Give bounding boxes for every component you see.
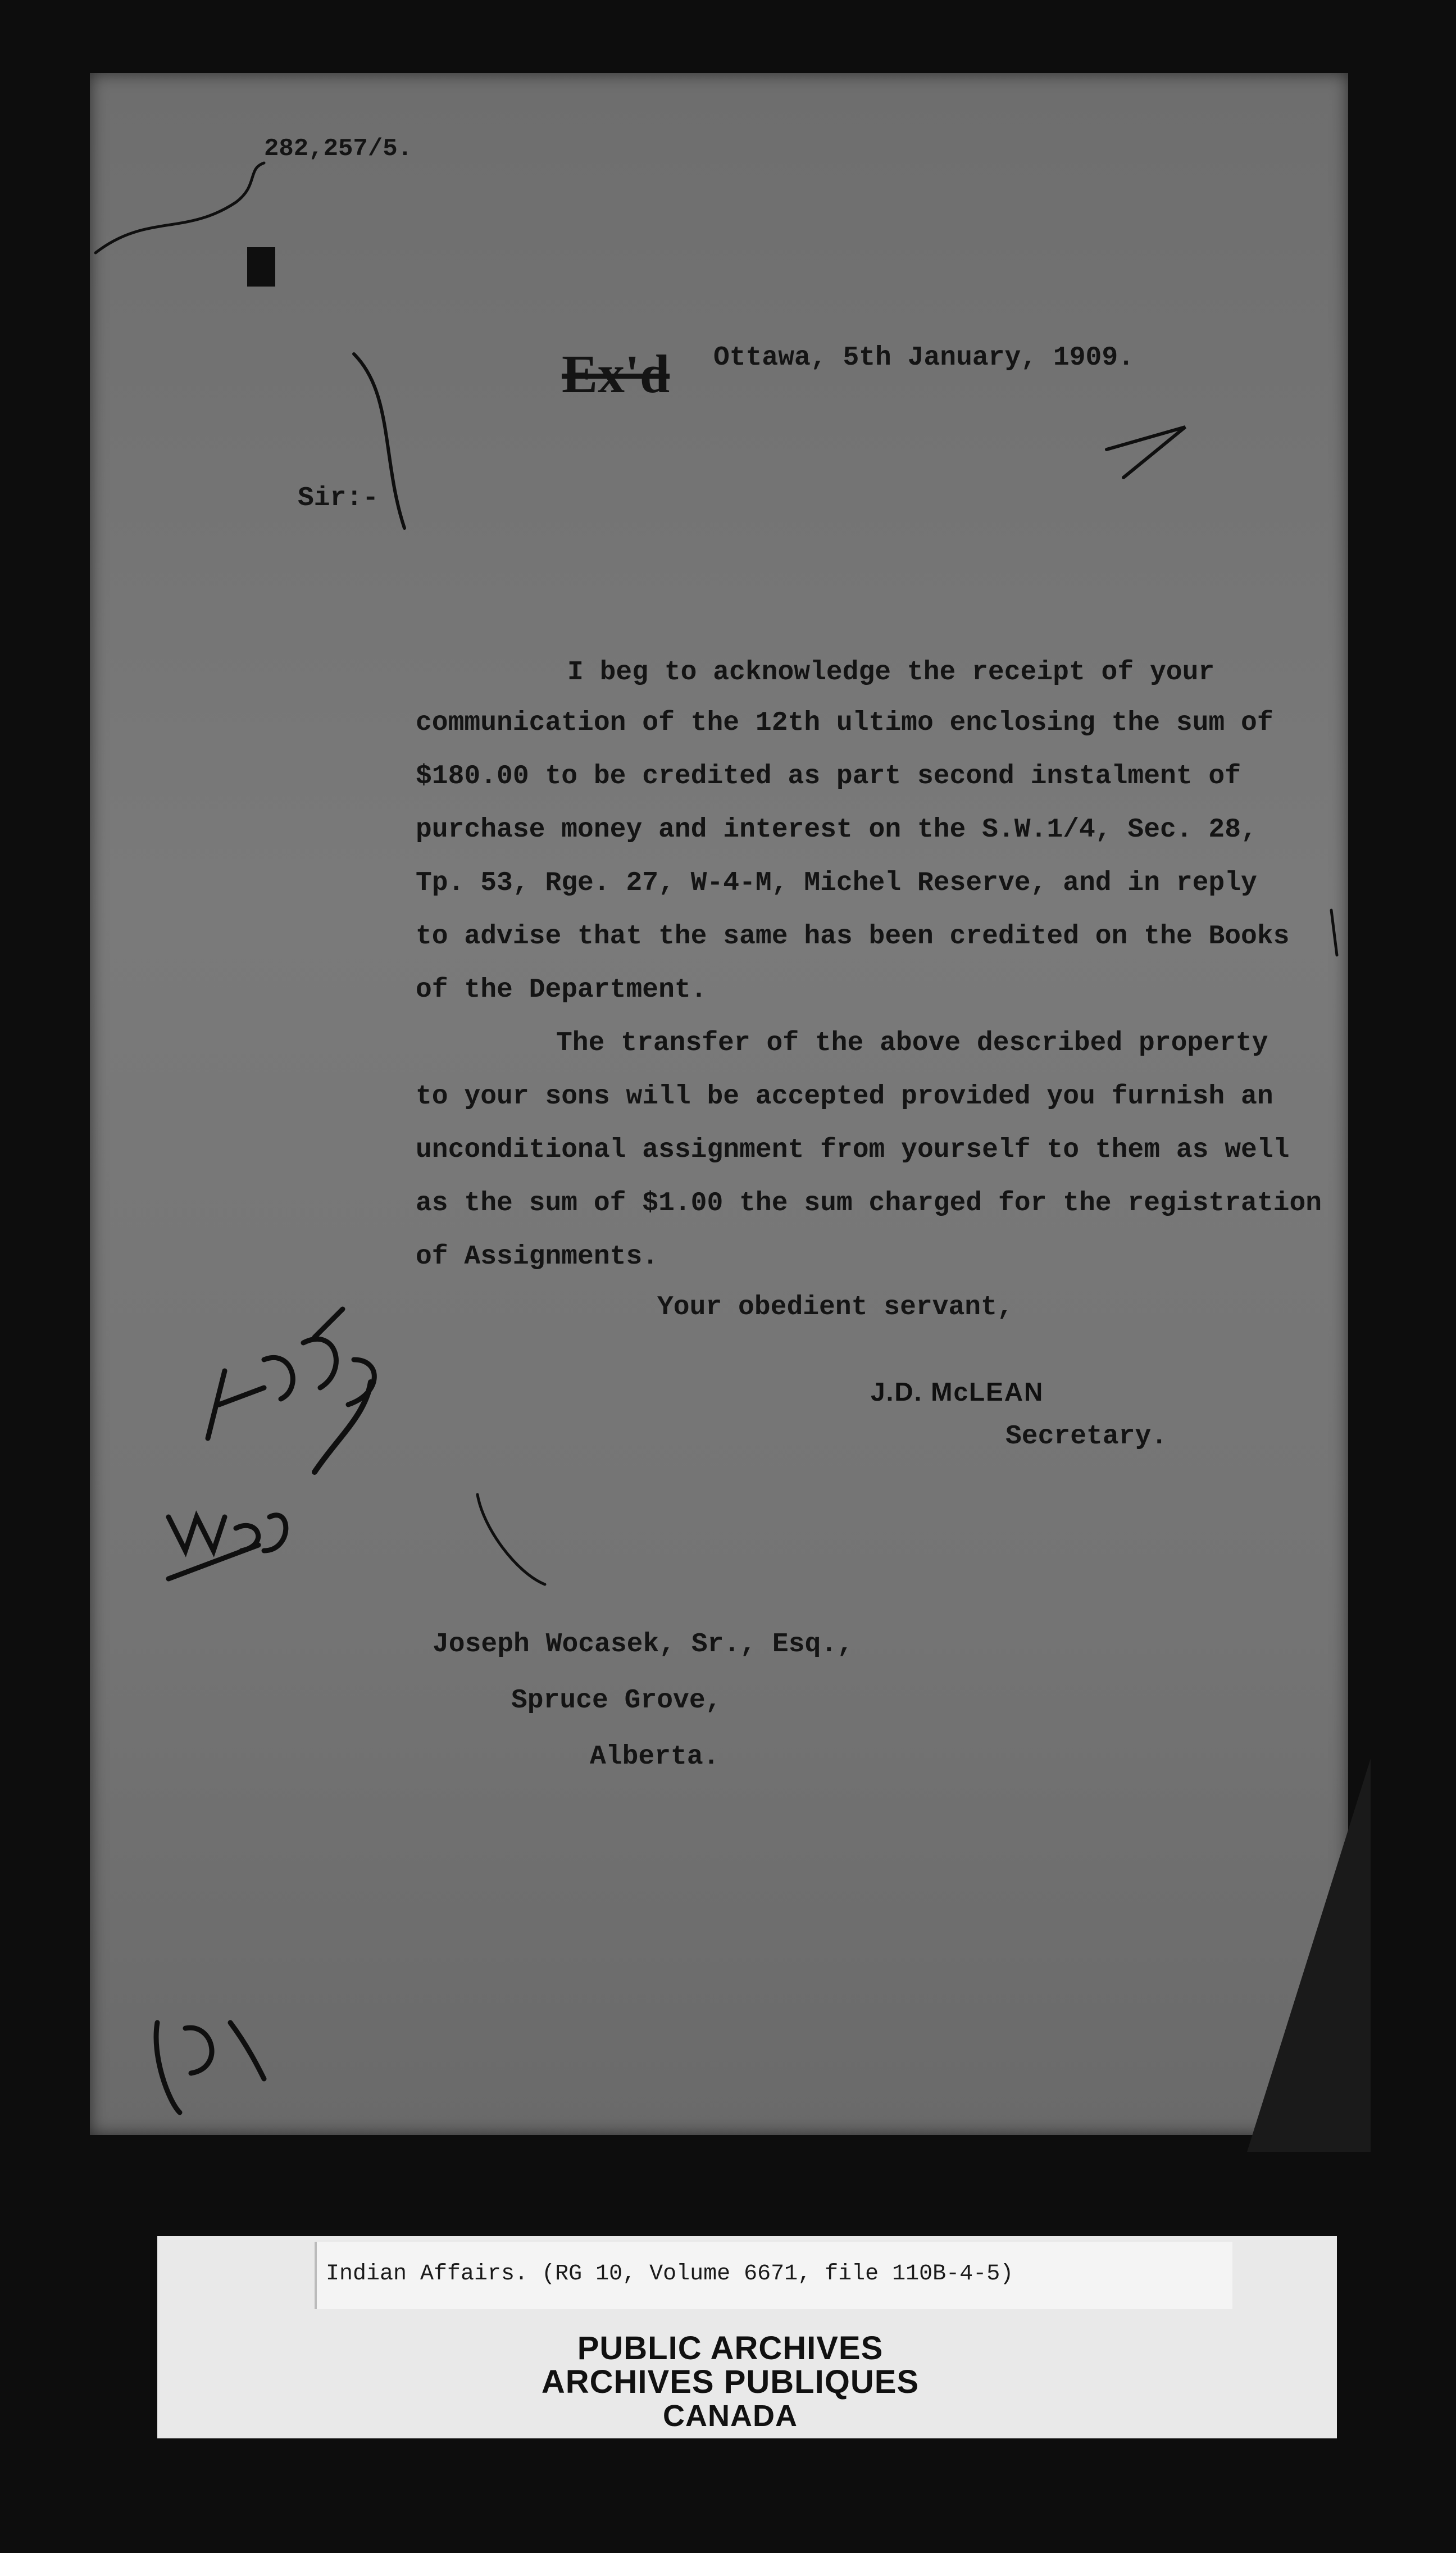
signature-title: Secretary. [1005,1421,1168,1452]
body-line: to advise that the same has been credited on the Books [416,921,1290,952]
body-line: to your sons will be accepted provided you furnish an [416,1082,1273,1112]
archive-reference: Indian Affairs. (RG 10, Volume 6671, file 110B-4-5) [326,2261,1014,2287]
examined-stamp: Ex'd [562,344,670,404]
body-line: I beg to acknowledge the receipt of your [567,657,1215,688]
body-line: of Assignments. [416,1242,659,1272]
margin-arrow-stroke [477,1494,545,1584]
body-line: purchase money and interest on the S.W.1/4, Sec. 28, [416,815,1257,845]
archives-line-country: CANADA [663,2399,798,2433]
address-line: Alberta. [590,1742,720,1772]
body-line: unconditional assignment from yourself to them as well [416,1135,1290,1165]
archives-stamp [494,2332,966,2433]
dateline: Ottawa, 5th January, 1909. [713,343,1134,373]
ink-blot [247,247,275,287]
archives-line-fr: ARCHIVES PUBLIQUES [541,2364,920,2400]
hair-stroke [95,163,264,253]
body-line: The transfer of the above described property [556,1028,1268,1059]
signature-stamp: J.D. McLEAN [871,1377,1044,1406]
body-line: of the Department. [416,975,707,1005]
file-number: 282,257/5. [264,135,413,163]
margin-stroke [354,354,404,528]
handwritten-initials-wad [169,1515,286,1579]
handwritten-initials-upper [208,1309,374,1438]
closing: Your obedient servant, [657,1292,1013,1323]
address-line: Joseph Wocasek, Sr., Esq., [433,1629,853,1660]
body-line: Tp. 53, Rge. 27, W-4-M, Michel Reserve, and in reply [416,868,1257,898]
body-line: as the sum of $1.00 the sum charged for the registration [416,1188,1322,1219]
address-line: Spruce Grove, [511,1686,722,1716]
body-line: $180.00 to be credited as part second instalment of [416,761,1241,792]
salutation: Sir:- [298,483,379,514]
handwritten-initials-lower [156,2023,264,2113]
margin-tick [1331,910,1337,955]
body-line: communication of the 12th ultimo enclosing the sum of [416,708,1273,738]
archives-line-en: PUBLIC ARCHIVES [577,2330,884,2366]
date-tick-mark [1107,427,1185,478]
